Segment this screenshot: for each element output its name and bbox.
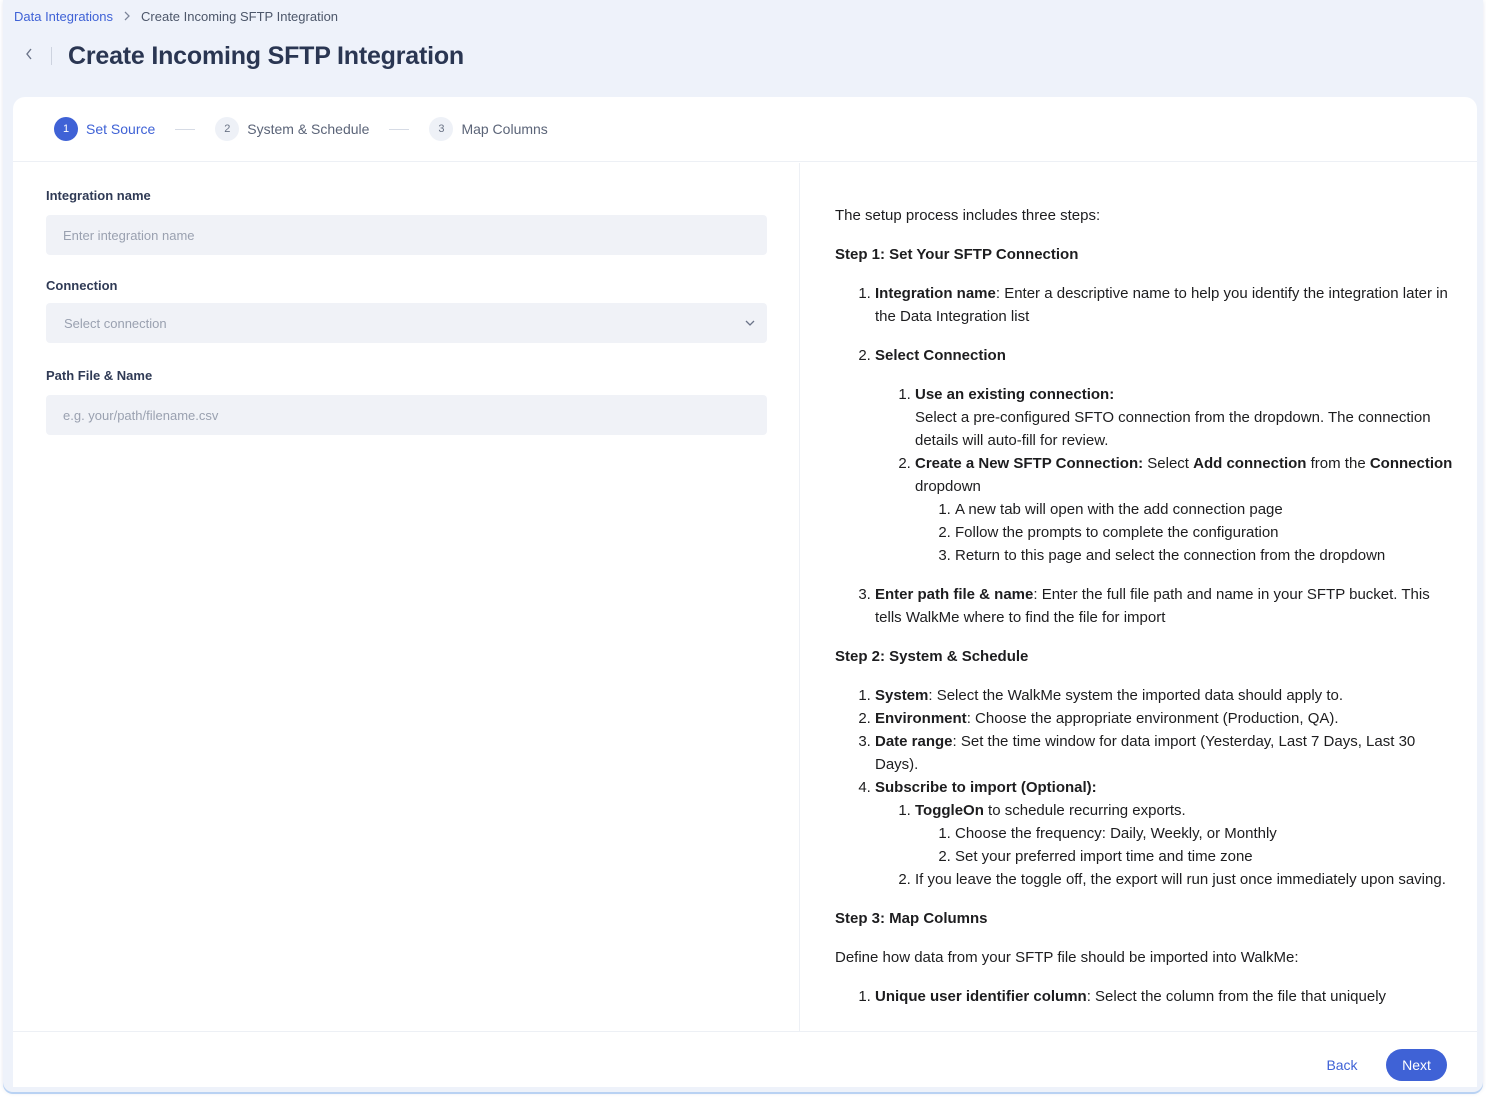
breadcrumb-link-data-integrations[interactable]: Data Integrations — [14, 8, 114, 24]
list-item: 4. Subscribe to import (Optional): 1. ToggleOn to schedule recurring exports. 1. Choose the frequency: Daily, Weekly, or Monthly 2. Set your preferred import time and time zone 2. If you leave the toggle off, the export will run just once immediately upon saving. — [875, 776, 1457, 891]
stepper — [13, 97, 1477, 162]
guide-step1-heading: Step 1: Set Your SFTP Connection — [835, 246, 1079, 263]
guide-step3-heading: Step 3: Map Columns — [835, 910, 988, 927]
step-number: 2 — [215, 117, 239, 141]
page-frame — [3, 0, 1483, 1092]
connection-select-placeholder: Select connection — [64, 315, 167, 331]
step-label: System & Schedule — [247, 121, 370, 137]
step-connector — [175, 129, 195, 130]
list-item: 1. Integration name: Enter a descriptive name to help you identify the integration later in the Data Integration list — [875, 282, 1457, 328]
list-item: 3. Date range: Set the time window for data import (Yesterday, Last 7 Days, Last 30 Days). — [875, 730, 1457, 776]
list-item: 2. If you leave the toggle off, the export will run just once immediately upon saving. — [915, 868, 1457, 891]
list-item: 1. ToggleOn to schedule recurring exports. 1. Choose the frequency: Daily, Weekly, or Monthly 2. Set your preferred import time and time zone — [915, 799, 1457, 868]
breadcrumb — [14, 7, 338, 25]
setup-guide-pane[interactable] — [801, 163, 1477, 1031]
path-file-label: Path File & Name — [46, 368, 153, 383]
integration-card — [13, 97, 1477, 1087]
step-connector — [389, 129, 409, 130]
list-item: 3. Enter path file & name: Enter the full file path and name in your SFTP bucket. This tells WalkMe where to find the file for import — [875, 583, 1457, 629]
list-item: 2. Follow the prompts to complete the configuration — [955, 521, 1457, 544]
page-header — [3, 36, 464, 76]
list-item: 1. Unique user identifier column: Select the column from the file that uniquely — [875, 985, 1457, 1008]
step-number: 1 — [54, 117, 78, 141]
step-label: Map Columns — [461, 121, 548, 137]
chevron-left-icon — [25, 47, 33, 65]
guide-intro: The setup process includes three steps: — [835, 207, 1101, 224]
step-number: 3 — [429, 117, 453, 141]
path-file-input[interactable] — [46, 395, 767, 435]
chevron-down-icon — [745, 320, 755, 326]
breadcrumb-current: Create Incoming SFTP Integration — [141, 8, 339, 24]
wizard-footer — [13, 1031, 1477, 1087]
guide-step3-intro: Define how data from your SFTP file should be imported into WalkMe: — [835, 949, 1299, 966]
integration-name-input[interactable] — [46, 215, 767, 255]
step-label: Set Source — [86, 121, 156, 137]
list-item: 2. Select Connection 1. Use an existing connection: Select a pre-configured SFTO connection from the dropdown. The connection details will auto-fill for review. 2. Create a New SFTP Connection: Select Add connection from the Connection dropdown 1. A new tab will open with the add connection page 2. Follow the prompts to complete the configuration 3. Return to this page and select the connection from the dropdown — [875, 344, 1457, 567]
guide-step2-list — [835, 684, 1457, 891]
connection-select[interactable] — [46, 303, 767, 343]
list-item: 1. Choose the frequency: Daily, Weekly, or Monthly — [955, 822, 1457, 845]
back-button[interactable] — [11, 38, 47, 74]
list-item: 2. Environment: Choose the appropriate environment (Production, QA). — [875, 707, 1457, 730]
form-pane — [13, 163, 800, 1031]
list-item: 2. Create a New SFTP Connection: Select Add connection from the Connection dropdown 1. A new tab will open with the add connection page 2. Follow the prompts to complete the configuration 3. Return to this page and select the connection from the dropdown — [915, 452, 1457, 567]
list-item: 1. Use an existing connection: Select a pre-configured SFTO connection from the dropdown. The connection details will auto-fill for review. — [915, 383, 1457, 452]
integration-name-label: Integration name — [46, 188, 151, 203]
step-system-schedule[interactable] — [215, 117, 369, 141]
list-item: 3. Return to this page and select the connection from the dropdown — [955, 544, 1457, 567]
header-divider — [51, 47, 52, 65]
guide-step2-heading: Step 2: System & Schedule — [835, 648, 1029, 665]
connection-label: Connection — [46, 278, 118, 293]
chevron-right-icon — [123, 11, 131, 21]
back-button-footer[interactable]: Back — [1317, 1049, 1367, 1081]
list-item: 1. System: Select the WalkMe system the imported data should apply to. — [875, 684, 1457, 707]
next-button[interactable]: Next — [1386, 1049, 1447, 1081]
step-map-columns[interactable] — [429, 117, 547, 141]
list-item: 1. A new tab will open with the add connection page — [955, 498, 1457, 521]
page-title: Create Incoming SFTP Integration — [68, 41, 464, 70]
list-item: 2. Set your preferred import time and time zone — [955, 845, 1457, 868]
guide-step1-list — [835, 282, 1457, 629]
guide-step3-list — [835, 985, 1457, 1008]
step-set-source[interactable] — [54, 117, 155, 141]
